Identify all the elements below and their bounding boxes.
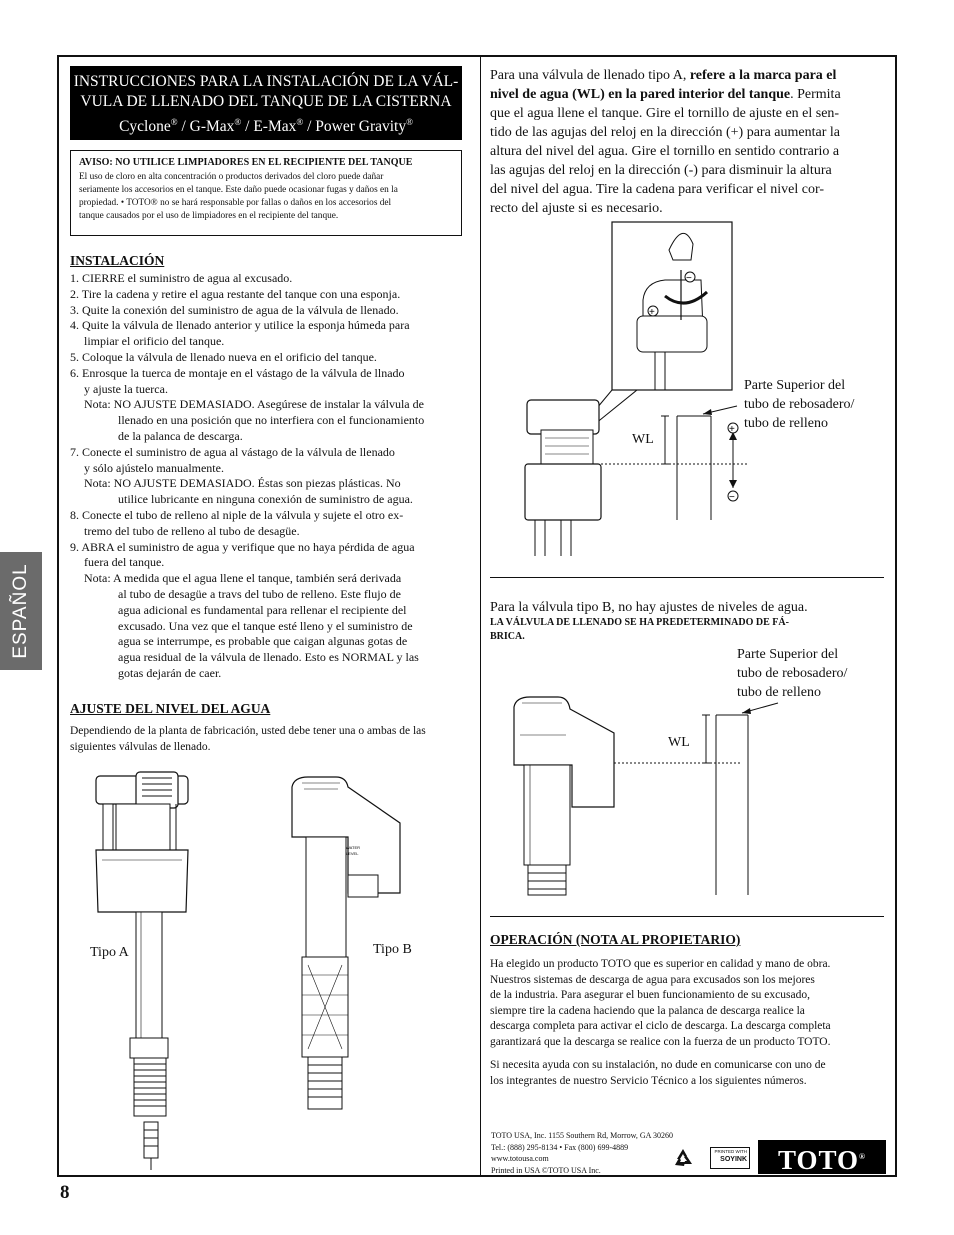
- type-a-line: del nivel del agua. Tire la cadena para verificar el nivel cor-: [490, 182, 825, 197]
- type-a-line: nivel de agua (WL) en la pared interior del tanque. Permita: [490, 87, 841, 102]
- type-b-wl-label: WL: [668, 735, 690, 750]
- water-level-marking: WATER: [346, 845, 360, 850]
- installation-line: 4. Quite la válvula de llenado anterior y utilice la esponja húmeda para: [70, 318, 410, 333]
- installation-line: y ajuste la tuerca.: [84, 381, 168, 396]
- installation-line: 5. Coloque la válvula de llenado nueva en el orificio del tanque.: [70, 349, 377, 364]
- svg-text:+: +: [729, 424, 735, 435]
- installation-line: fuera del tanque.: [84, 555, 165, 570]
- language-tab-label: ESPAÑOL: [10, 563, 31, 659]
- title-line-1: INSTRUCCIONES PARA LA INSTALACIÓN DE LA VÁL-: [73, 73, 459, 90]
- recycle-icon: [672, 1147, 694, 1169]
- installation-line: limpiar el orificio del tanque.: [84, 334, 225, 349]
- title-models: Cyclone® / G-Max® / E-Max® / Power Gravity®: [119, 117, 413, 136]
- installation-line: tremo del tubo de relleno al tubo de desagüe.: [84, 523, 300, 538]
- column-divider: [480, 57, 481, 1175]
- svg-text:LEVEL: LEVEL: [346, 851, 359, 856]
- operation-paragraph-2: Si necesita ayuda con su instalación, no dude en comunicarse con uno de los integrantes de nuestro Servicio Técnico a los siguientes números.: [490, 1059, 826, 1087]
- type-b-overflow-label: Parte Superior del tubo de rebosadero/ tubo de relleno: [737, 647, 848, 700]
- installation-line: 1. CIERRE el suministro de agua al excusado.: [70, 271, 293, 285]
- svg-text:+: +: [649, 307, 655, 318]
- page-number: 8: [60, 1182, 70, 1203]
- installation-line: agua adicional es fundamental para rellenar el recipiente del: [118, 602, 407, 617]
- installation-line: 7. Conecte el suministro de agua al vástago de la válvula de llenado: [70, 444, 395, 459]
- installation-line: Nota: NO AJUSTE DEMASIADO. Asegúrese de instalar la válvula de: [84, 397, 424, 412]
- type-a-wl-label: WL: [632, 432, 654, 447]
- type-a-label: Tipo A: [90, 945, 129, 960]
- type-a-line: altura del nivel del agua. Gire el tornillo en sentido contrario a: [490, 144, 840, 159]
- installation-line: 6. Enrosque la tuerca de montaje en el vástago de la válvula de llnado: [70, 365, 405, 380]
- installation-line: excusado. Una vez que el tanque esté lleno y el suministro de: [118, 618, 413, 633]
- installation-line: agua residual de la válvula de llenado. Esto es NORMAL y las: [118, 650, 419, 665]
- warning-heading: AVISO: NO UTILICE LIMPIADORES EN EL RECIPIENTE DEL TANQUE: [79, 157, 413, 168]
- type-a-line: tido de las agujas del reloj en la dirección (+) para aumentar la: [490, 125, 840, 140]
- installation-heading: INSTALACIÓN: [70, 253, 165, 268]
- type-a-adjust-drawing: [515, 220, 775, 560]
- rule-1: [490, 577, 884, 578]
- type-b-level-drawing: [510, 695, 780, 900]
- type-a-line: Para una válvula de llenado tipo A, refere a la marca para el: [490, 68, 837, 83]
- installation-line: gotas dejarán de caer.: [118, 665, 222, 680]
- type-a-overflow-label: Parte Superior del tubo de rebosadero/ tubo de relleno: [744, 378, 855, 431]
- water-level-intro: Dependiendo de la planta de fabricación, usted debe tener una o ambas de las siguientes válvulas de llenado.: [70, 725, 426, 753]
- toto-logo: TOTO®: [758, 1140, 886, 1174]
- svg-text:−: −: [686, 273, 692, 284]
- installation-line: Nota: A medida que el agua llene el tanque, también será derivada: [84, 571, 402, 586]
- installation-line: llenado en una posición que no interfiera con el funcionamiento: [118, 413, 425, 428]
- installation-line: de la palanca de descarga.: [118, 428, 243, 443]
- language-tab: [0, 552, 42, 670]
- type-a-instructions: [490, 66, 885, 218]
- title-box: [70, 66, 462, 140]
- type-a-line: que el agua llene el tanque. Gire el tornillo de ajuste en el sen-: [490, 106, 840, 121]
- installation-line: 3. Quite la conexión del suministro de agua de la válvula de llenado.: [70, 302, 399, 317]
- water-level-heading: AJUSTE DEL NIVEL DEL AGUA: [70, 701, 271, 716]
- warning-box: [70, 150, 462, 236]
- operation-paragraph-1: Ha elegido un producto TOTO que es superior en calidad y mano de obra. Nuestros sistemas de descarga de agua para excusados son los mejores de la industria. Para asegurar el buen funcionamiento de su excusado, siempre tire la cadena haciendo que la palanca de descarga realice la descarga completa para activar el ciclo de descarga. La descarga completa garantizará que la descarga se realice con la fuerza de un producto TOTO.: [490, 958, 831, 1048]
- type-b-preset-note: LA VÁLVULA DE LLENADO SE HA PREDETERMINADO DE FÁ- BRICA.: [490, 617, 789, 642]
- installation-line: agua se interrumpe, es probable que caigan algunas gotas de: [118, 634, 408, 649]
- type-a-line: recto del ajuste si es necesario.: [490, 201, 663, 216]
- rule-2: [490, 916, 884, 917]
- title-line-2: VULA DE LLENADO DEL TANQUE DE LA CISTERNA: [80, 93, 452, 110]
- type-a-line: las agujas del reloj en la dirección (-) para disminuir la altura: [490, 163, 832, 178]
- installation-line: 8. Conecte el tubo de relleno al niple de la válvula y sujete el otro ex-: [70, 507, 404, 522]
- installation-line: al tubo de desagüe a travs del tubo de relleno. Este flujo de: [118, 586, 401, 601]
- installation-line: utilice lubricante en ninguna conexión de suministro de agua.: [118, 492, 413, 507]
- type-b-label: Tipo B: [373, 942, 412, 957]
- installation-line: Nota: NO AJUSTE DEMASIADO. Éstas son piezas plásticas. No: [84, 476, 401, 491]
- installation-steps: [70, 271, 470, 682]
- valve-type-a-drawing: [88, 770, 198, 1175]
- soy-ink-badge: PRINTED WITH SOYINK: [710, 1147, 750, 1169]
- installation-line: y sólo ajústelo manualmente.: [84, 460, 224, 475]
- operation-heading: OPERACIÓN (NOTA AL PROPIETARIO): [490, 932, 741, 947]
- svg-text:−: −: [729, 492, 735, 503]
- installation-line: 2. Tire la cadena y retire el agua restante del tanque con una esponja.: [70, 286, 401, 301]
- installation-line: 9. ABRA el suministro de agua y verifique que no haya pérdida de agua: [70, 539, 415, 554]
- warning-body: El uso de cloro en alta concentración o productos derivados del cloro puede dañar seriamente los accesorios en el tanque. Este daño puede ocasionar fugas y daños en la propiedad. • TOTO® no se hará responsable por fallas o daños en los accesorios del tanque causados por el uso de limpiadores en el recipiente del tanque.: [79, 172, 398, 221]
- type-b-text: Para la válvula tipo B, no hay ajustes de niveles de agua.: [490, 600, 808, 615]
- company-contact: TOTO USA, Inc. 1155 Southern Rd, Morrow, GA 30260 Tel.: (888) 295-8134 • Fax (800) 699-4889 www.totousa.com Printed in USA ©TOTO USA Inc.: [491, 1131, 673, 1175]
